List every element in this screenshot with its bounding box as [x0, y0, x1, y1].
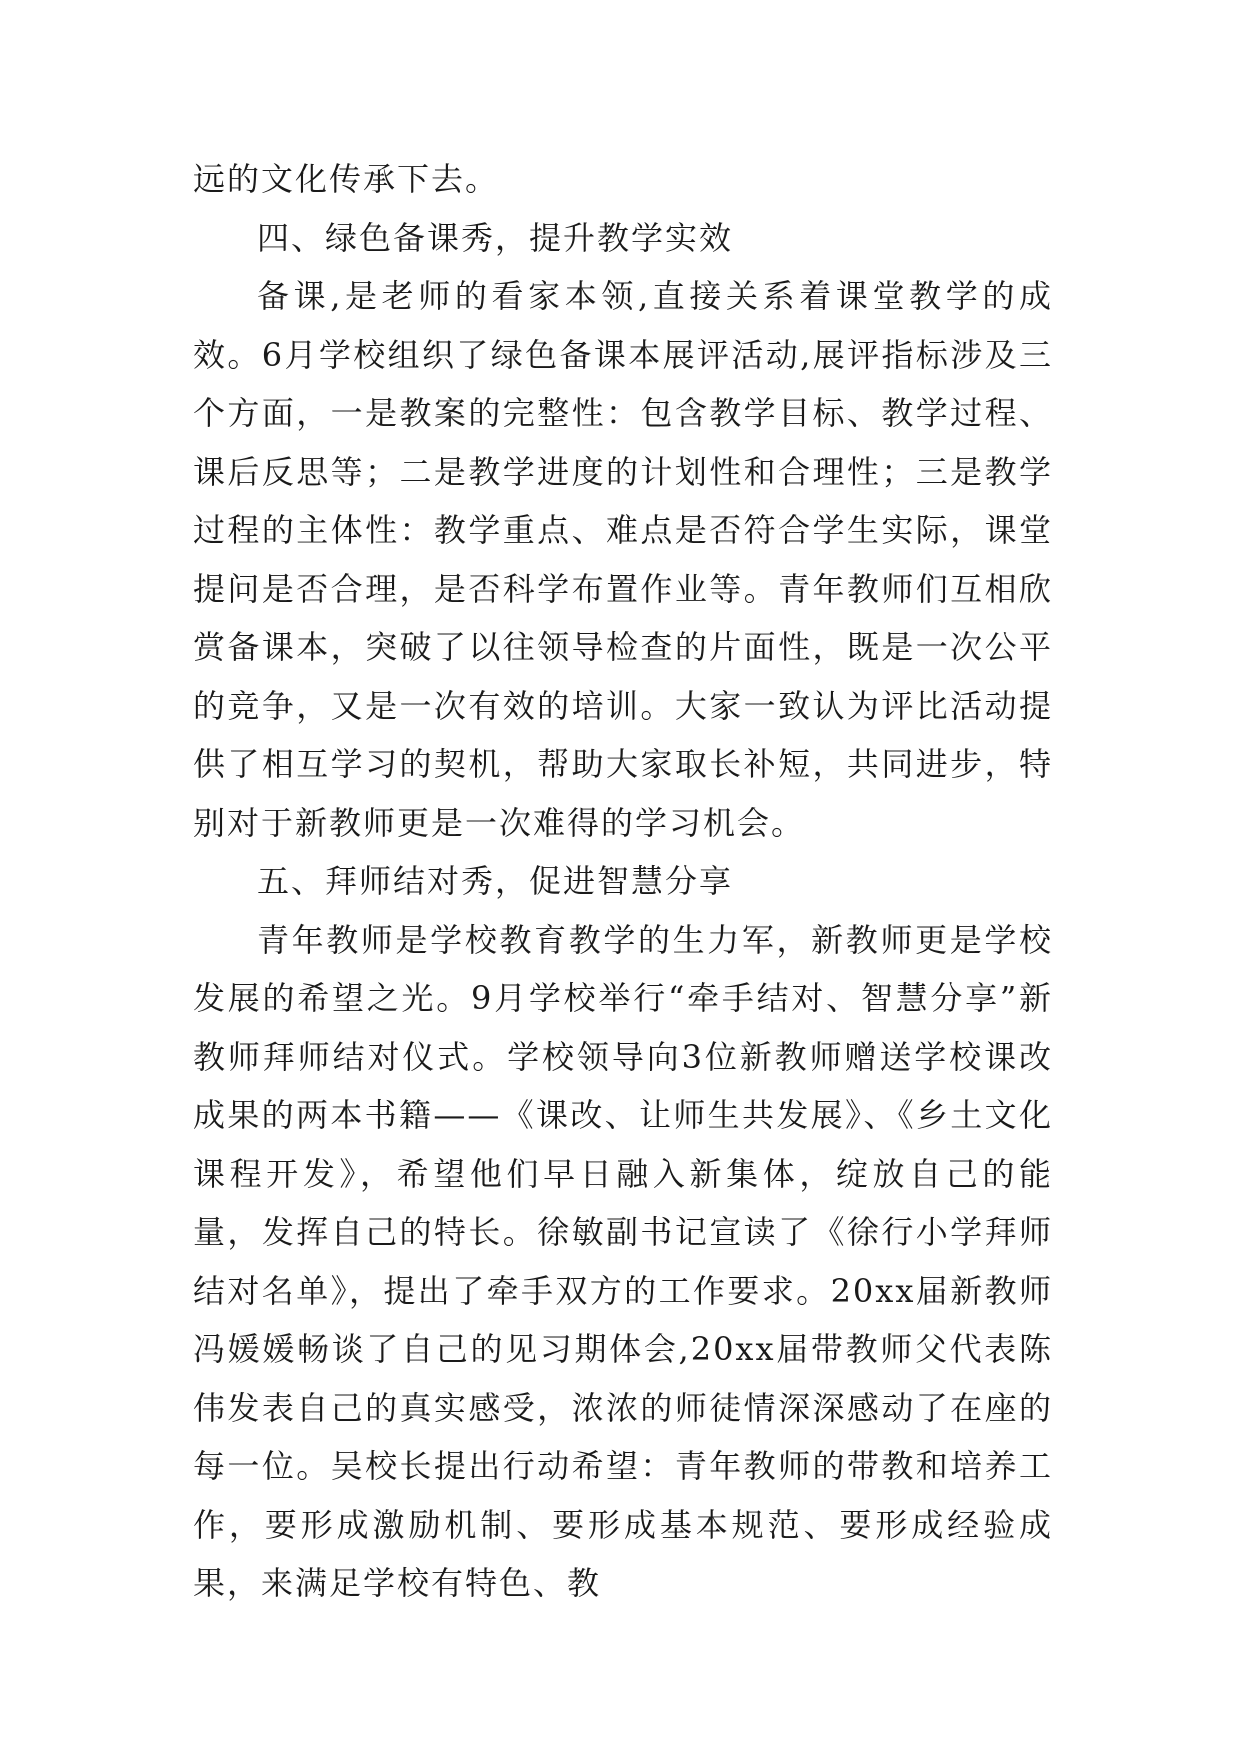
paragraph-lesson-preparation: 备课,是老师的看家本领,直接关系着课堂教学的成效。6月学校组织了绿色备课本展评活动,展评指标涉及三个方面，一是教案的完整性：包含教学目标、教学过程、课后反思等；二是教学进度的计划性和合理性；三是教学过程的主体性：教学重点、难点是否符合学生实际，课堂提问是否合理，是否科学布置作业等。青年教师们互相欣赏备课本，突破了以往领导检查的片面性，既是一次公平的竞争，又是一次有效的培训。大家一致认为评比活动提供了相互学习的契机，帮助大家取长补短，共同进步，特别对于新教师更是一次难得的学习机会。 [193, 277, 1053, 842]
section-heading-four: 四、绿色备课秀，提升教学实效 [257, 218, 734, 257]
section-heading-five: 五、拜师结对秀，促进智慧分享 [257, 862, 734, 900]
paragraph-continuation: 远的文化传承下去。 [193, 160, 500, 198]
paragraph-mentorship: 青年教师是学校教育教学的生力军，新教师更是学校发展的希望之光。9月学校举行“牵手结对、智慧分享”新教师拜师结对仪式。学校领导向3位新教师赠送学校课改成果的两本书籍——《课改、让师生共发展》、《乡土文化课程开发》，希望他们早日融入新集体，绽放自己的能量，发挥自己的特长。徐敏副书记宣读了《徐行小学拜师结对名单》，提出了牵手双方的工作要求。20xx届新教师冯媛媛畅谈了自己的见习期体会,20xx届带教师父代表陈伟发表自己的真实感受，浓浓的师徒情深深感动了在座的每一位。吴校长提出行动希望：青年教师的带教和培养工作，要形成激励机制、要形成基本规范、要形成经验成果，来满足学校有特色、教 [193, 920, 1053, 1602]
document-body [193, 150, 1053, 1613]
